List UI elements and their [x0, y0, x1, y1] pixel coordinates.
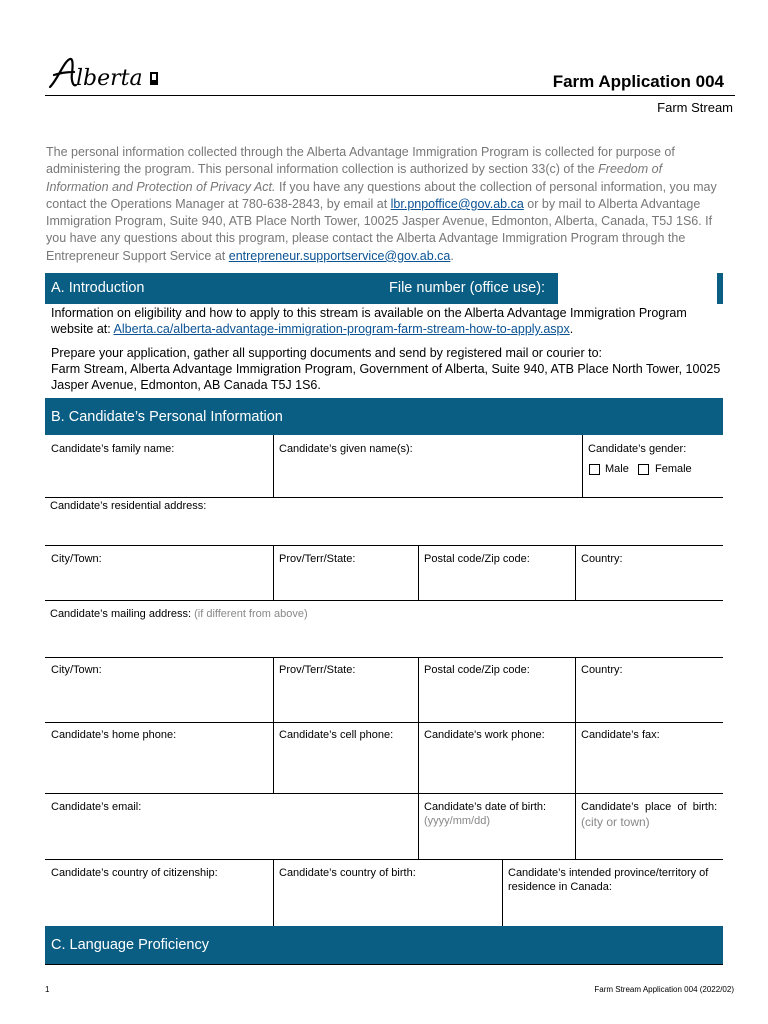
- privacy-text-3: or by mail to Alberta Advantage Immigration Program, Suite 940, ATB Place North Tower, 10025 Jasper Avenue, Edmonton, Alberta, Canada, T5J 1S6. If you have any questions about this program, please contact the Alberta Advantage Immigration Program through the Entrepreneur Support Service at: [46, 196, 713, 263]
- form-subtitle: Farm Stream: [657, 100, 733, 115]
- given-names-field[interactable]: [279, 442, 413, 456]
- pob-hint: (city or town): [581, 815, 650, 829]
- gender-male-label: Male: [605, 463, 629, 475]
- residential-country-field[interactable]: Country:: [581, 553, 623, 565]
- mailing-address-hint: (if different from above): [194, 608, 308, 620]
- cell-phone-field[interactable]: Candidate’s cell phone:: [279, 729, 394, 741]
- mailing-address-label: Candidate’s mailing address:: [50, 608, 192, 620]
- place-of-birth-field[interactable]: Candidate’s place of birth: (city or town): [581, 800, 721, 829]
- header-rule: [45, 95, 735, 96]
- file-number-label: File number (office use):: [389, 280, 546, 296]
- family-name-label: Candidate’s family name:: [51, 443, 175, 455]
- alberta-logo: [46, 53, 166, 95]
- section-a-header: [45, 273, 723, 304]
- dob-format-hint: (yyyy/mm/dd): [424, 815, 490, 827]
- gender-male-checkbox[interactable]: [589, 464, 600, 475]
- intro-eligibility-text: Information on eligibility and how to apply to this stream is available on the Alberta Advantage Immigration Program website at: Alberta.ca/alberta-advantage-immigration-program-farm-stream-how-to-apply.aspx.: [51, 306, 687, 336]
- section-a-title: A. Introduction: [51, 280, 145, 296]
- farm-stream-info-link[interactable]: Alberta.ca/alberta-advantage-immigration-program-farm-stream-how-to-apply.aspx: [113, 322, 570, 336]
- home-phone-field[interactable]: Candidate’s home phone:: [51, 729, 177, 741]
- section-c-header: [45, 926, 723, 964]
- entrepreneur-support-email-link[interactable]: entrepreneur.supportservice@gov.ab.ca: [228, 248, 451, 263]
- privacy-act-name: Freedom of Information and Protection of Privacy Act.: [46, 162, 663, 194]
- work-phone-field[interactable]: Candidate's work phone:: [424, 729, 545, 741]
- mailing-prov-field[interactable]: Prov/Terr/State:: [279, 664, 356, 676]
- residential-postal-field[interactable]: Postal code/Zip code:: [424, 553, 530, 565]
- gender-female-label: Female: [655, 463, 692, 475]
- section-b-header: [45, 398, 723, 435]
- intro-mailing-text: Prepare your application, gather all supporting documents and send by registered mail or courier to: Farm Stream, Alberta Advantage Immigration Program, Government of Alberta, Suite 940, ATB Place North Tower, 10025 Jasper Avenue, Edmonton, AB Canada T5J 1S6.: [51, 346, 721, 392]
- mailing-city-field[interactable]: City/Town:: [51, 664, 102, 676]
- residential-city-field[interactable]: City/Town:: [51, 553, 102, 565]
- gender-label: Candidate’s gender:: [588, 443, 687, 455]
- family-name-field[interactable]: [51, 442, 174, 456]
- form-reference: Farm Stream Application 004 (2022/02): [594, 985, 734, 994]
- privacy-text-1: The personal information collected through the Alberta Advantage Immigration Program is collected for purpose of administering the program. This personal information collection is authorized by section 33(c) of the: [46, 145, 675, 177]
- country-of-birth-field[interactable]: Candidate’s country of birth:: [279, 867, 416, 879]
- privacy-notice: The personal information collected through the Alberta Advantage Immigration Program is collected for purpose of administering the program. This personal information collection is authorized by section 33(c) of the Freedom of Information and Protection of Privacy Act. If you have any questions about the collection of personal information, you may contact the Operations Manager at 780-638-2843, by email at lbr.pnpoffice@gov.ab.ca or by mail to Alberta Advantage Immigration Program, Suite 940, ATB Place North Tower, 10025 Jasper Avenue, Edmonton, Alberta, Canada, T5J 1S6. If you have any questions about this program, please contact the Alberta Advantage Immigration Program through the Entrepreneur Support Service at entrepreneur.supportservice@gov.ab.ca.: [46, 145, 717, 263]
- citizenship-field[interactable]: Candidate’s country of citizenship:: [51, 867, 218, 879]
- svg-text:lberta: lberta: [76, 66, 143, 91]
- gender-female-checkbox[interactable]: [638, 464, 649, 475]
- page-number: 1: [45, 985, 50, 994]
- residential-address-field[interactable]: [50, 499, 206, 513]
- pnp-office-email-link[interactable]: lbr.pnpoffice@gov.ab.ca: [390, 196, 524, 211]
- section-b-title: B. Candidate’s Personal Information: [51, 409, 283, 425]
- section-c-title: C. Language Proficiency: [51, 937, 209, 953]
- file-number-field[interactable]: [558, 273, 717, 304]
- intended-residence-field[interactable]: Candidate’s intended province/territory of residence in Canada:: [508, 867, 709, 893]
- email-field[interactable]: Candidate’s email:: [51, 801, 142, 813]
- mailing-address-field[interactable]: [50, 607, 308, 621]
- fax-field[interactable]: Candidate’s fax:: [581, 729, 660, 741]
- residential-address-label: Candidate’s residential address:: [50, 500, 207, 512]
- date-of-birth-field[interactable]: Candidate’s date of birth: (yyyy/mm/dd): [424, 801, 547, 827]
- given-names-label: Candidate’s given name(s):: [279, 443, 413, 455]
- mailing-country-field[interactable]: Country:: [581, 664, 623, 676]
- mailing-postal-field[interactable]: Postal code/Zip code:: [424, 664, 530, 676]
- residential-prov-field[interactable]: Prov/Terr/State:: [279, 553, 356, 565]
- form-title: Farm Application 004: [552, 72, 724, 91]
- privacy-text-2: If you have any questions about the collection of personal information, you may contact the Operations Manager at 780-638-2843, by email at: [46, 179, 717, 211]
